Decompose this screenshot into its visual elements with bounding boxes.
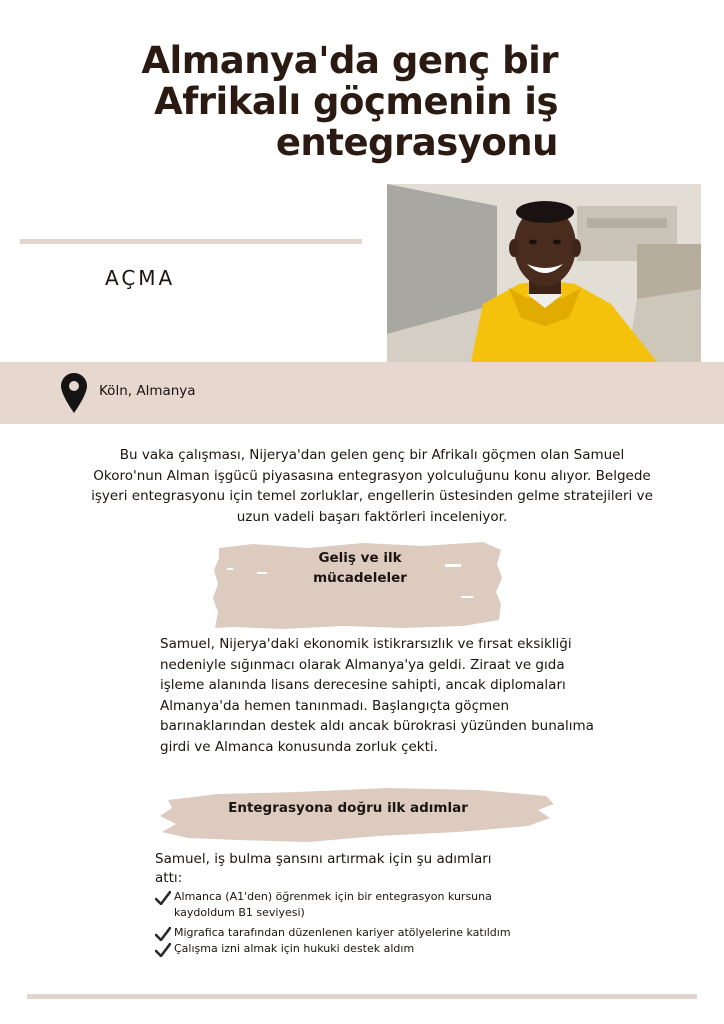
check-icon — [155, 891, 171, 905]
arrival-paragraph: Samuel, Nijerya'daki ekonomik istikrarsızlık ve fırsat eksikliği nedeniyle sığınmacı olarak Almanya'ya geldi. Ziraat ve gıda işleme alanında lisans derecesine sahipti, ancak diplomaları Almanya'da hemen tanınmadı. Başlangıçta göçmen barınaklarından destek aldı ancak bürokrasi yüzünden bunalıma girdi ve Almanca konusunda zorluk çekti. — [160, 636, 594, 755]
divider — [27, 994, 697, 999]
title-line: entegrasyonu — [275, 121, 558, 164]
title-line: Afrikalı göçmenin iş — [154, 80, 558, 123]
page-title — [120, 40, 558, 163]
checklist — [155, 889, 555, 957]
checklist-item-label: Almanca (A1'den) öğrenmek için bir entegrasyon kursuna kaydoldum B1 seviyesi) — [174, 890, 492, 919]
location-text: Köln, Almanya — [99, 383, 196, 399]
intro-paragraph: Bu vaka çalışması, Nijerya'dan gelen genç bir Afrikalı göçmen olan Samuel Okoro'nun Alman işgücü piyasasına entegrasyon yolculuğunu konu alıyor. Belgede işyeri entegrasyonu için temel zorluklar, engellerin üstesinden gelme stratejileri ve uzun vadeli başarı faktörleri inceleniyor. — [91, 447, 653, 525]
section-heading: AÇMA — [105, 266, 176, 290]
checklist-item — [155, 925, 555, 941]
check-icon — [155, 927, 171, 941]
portrait-photo — [387, 184, 701, 362]
portrait-illustration — [387, 184, 701, 362]
checklist-item — [155, 889, 555, 921]
first-steps-heading: Entegrasyona doğru ilk adımlar — [228, 800, 468, 816]
checklist-item-label: Migrafica tarafından düzenlenen kariyer atölyelerine katıldım — [174, 926, 511, 939]
first-steps-intro: Samuel, iş bulma şansını artırmak için şu adımları attı: — [155, 851, 492, 886]
check-icon — [155, 943, 171, 957]
arrival-heading: Geliş ve ilk mücadeleler — [313, 550, 407, 586]
divider — [20, 239, 362, 244]
title-line: Almanya'da genç bir — [141, 39, 558, 82]
map-pin-icon — [61, 373, 87, 413]
checklist-item — [155, 941, 555, 957]
checklist-item-label: Çalışma izni almak için hukuki destek aldım — [174, 942, 415, 955]
